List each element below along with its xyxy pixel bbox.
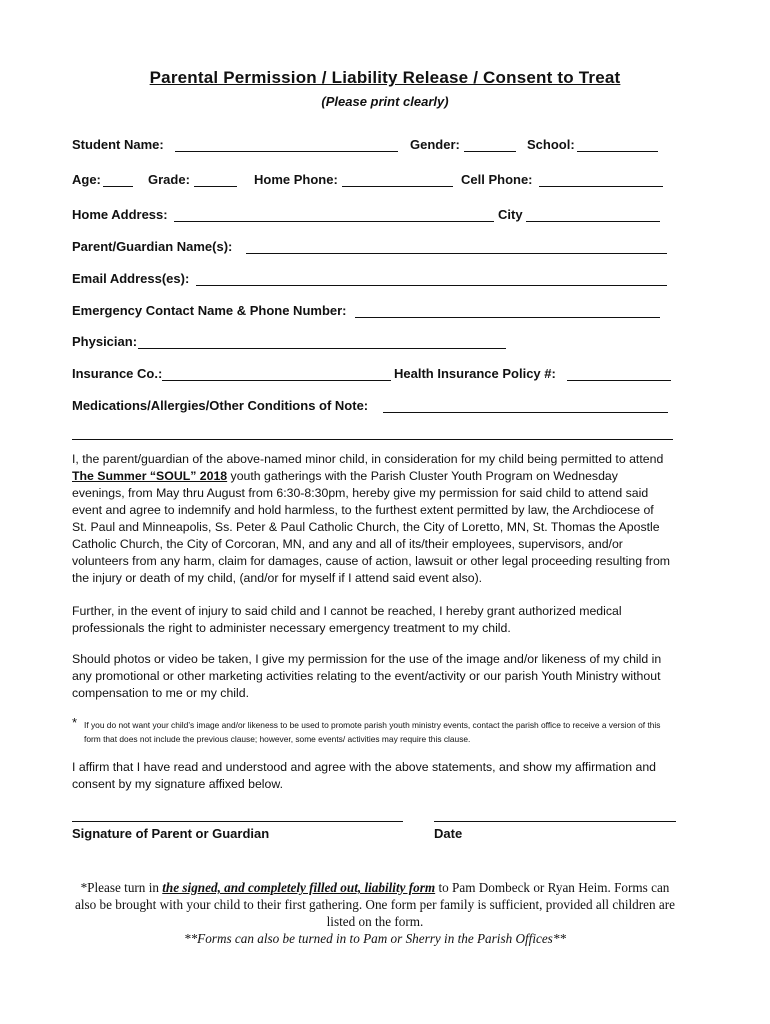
date-field[interactable]	[434, 821, 676, 822]
release-text-b: youth gatherings with the Parish Cluster Youth Program on Wednesday evenings, from May thru August from 6:30-8:30pm, hereby give my permission for said child to attend said event and agree to indemnify and hold harmless, to the furthest extent permitted by law, the Archdiocese of St. Paul and Minneapolis, Ss. Peter & Paul Catholic Church, the City of Loretto, MN, St. Thomas the Apostle Catholic Church, the City of Corcoran, MN, and any and all of its/their employees, supervisors, and/or volunteers from any harm, claim for damages, cause of action, lawsuit or other legal proceeding resulting from the injury or death of my child, (and/or for myself if I attend said event also).	[72, 469, 671, 585]
asterisk: *	[72, 715, 78, 730]
physician-field[interactable]	[138, 334, 506, 349]
physician-label: Physician:	[72, 334, 138, 349]
signature-field[interactable]	[72, 821, 403, 822]
gender-label: Gender:	[410, 137, 460, 152]
home-address-field[interactable]	[174, 207, 494, 222]
school-label: School:	[527, 137, 575, 152]
photo-consent-paragraph: Should photos or video be taken, I give my permission for the use of the image and/or likeness of my child in any promotional or other marketing activities relating to the event/activity or our parish Youth Ministry without compensation to me or my child.	[72, 652, 662, 700]
insurance-co-field[interactable]	[162, 366, 391, 381]
insurance-policy-field[interactable]	[567, 366, 671, 381]
home-address-label: Home Address:	[72, 207, 168, 222]
email-label: Email Address(es):	[72, 271, 190, 286]
date-label: Date	[434, 826, 463, 841]
form-title	[0, 68, 770, 88]
city-label: City	[498, 207, 523, 222]
school-field[interactable]	[577, 137, 658, 152]
submission-text	[72, 879, 678, 930]
gender-field[interactable]	[464, 137, 516, 152]
release-text-a: I, the parent/guardian of the above-named minor child, in consideration for my child being permitted to attend	[72, 452, 664, 466]
age-field[interactable]	[103, 172, 133, 187]
parent-names-field[interactable]	[246, 239, 667, 254]
submission-text-a: *Please turn in	[80, 880, 163, 895]
form-subtitle: (Please print clearly)	[321, 94, 449, 109]
city-field[interactable]	[526, 207, 660, 222]
submission-instructions	[72, 879, 678, 947]
email-field[interactable]	[196, 271, 667, 286]
medications-field-continued[interactable]	[72, 425, 673, 440]
form-title-text: Parental Permission / Liability Release / Consent to Treat	[149, 68, 621, 87]
release-paragraph	[72, 451, 672, 587]
medications-field[interactable]	[383, 398, 668, 413]
age-label: Age:	[72, 172, 101, 187]
emergency-contact-label: Emergency Contact Name & Phone Number:	[72, 303, 347, 318]
submission-text-b: to Pam Dombeck or Ryan Heim. Forms can also be brought with your child to their first gathering. One form per family is sufficient, provided all children are listed on the form.	[75, 880, 675, 929]
insurance-co-label: Insurance Co.:	[72, 366, 163, 381]
photo-opt-out-note	[72, 715, 672, 746]
cell-phone-field[interactable]	[539, 172, 663, 187]
emergency-contact-field[interactable]	[355, 303, 660, 318]
event-name: The Summer “SOUL” 2018	[72, 469, 228, 483]
student-name-field[interactable]	[175, 137, 398, 152]
emergency-treatment-paragraph: Further, in the event of injury to said child and I cannot be reached, I hereby grant authorized medical professionals the right to administer necessary emergency treatment to my child.	[72, 604, 622, 635]
affirmation-paragraph: I affirm that I have read and understood and agree with the above statements, and show my affirmation and consent by my signature affixed below.	[72, 760, 657, 791]
grade-field[interactable]	[194, 172, 237, 187]
parish-office-note: **Forms can also be turned in to Pam or Sherry in the Parish Offices**	[183, 931, 567, 946]
signature-label: Signature of Parent or Guardian	[72, 826, 270, 841]
cell-phone-label: Cell Phone:	[461, 172, 533, 187]
home-phone-field[interactable]	[342, 172, 453, 187]
photo-opt-out-text: If you do not want your child’s image and/or likeness to be used to promote parish youth ministry events, contact the parish office to receive a version of this form that does not include the previous clause; however, some events/ activities may require this clause.	[84, 720, 661, 744]
insurance-policy-label: Health Insurance Policy #:	[394, 366, 556, 381]
medications-label: Medications/Allergies/Other Conditions of Note:	[72, 398, 369, 413]
home-phone-label: Home Phone:	[254, 172, 338, 187]
grade-label: Grade:	[148, 172, 190, 187]
parent-names-label: Parent/Guardian Name(s):	[72, 239, 233, 254]
submission-emphasis: the signed, and completely filled out, liability form	[162, 880, 436, 895]
student-name-label: Student Name:	[72, 137, 164, 152]
